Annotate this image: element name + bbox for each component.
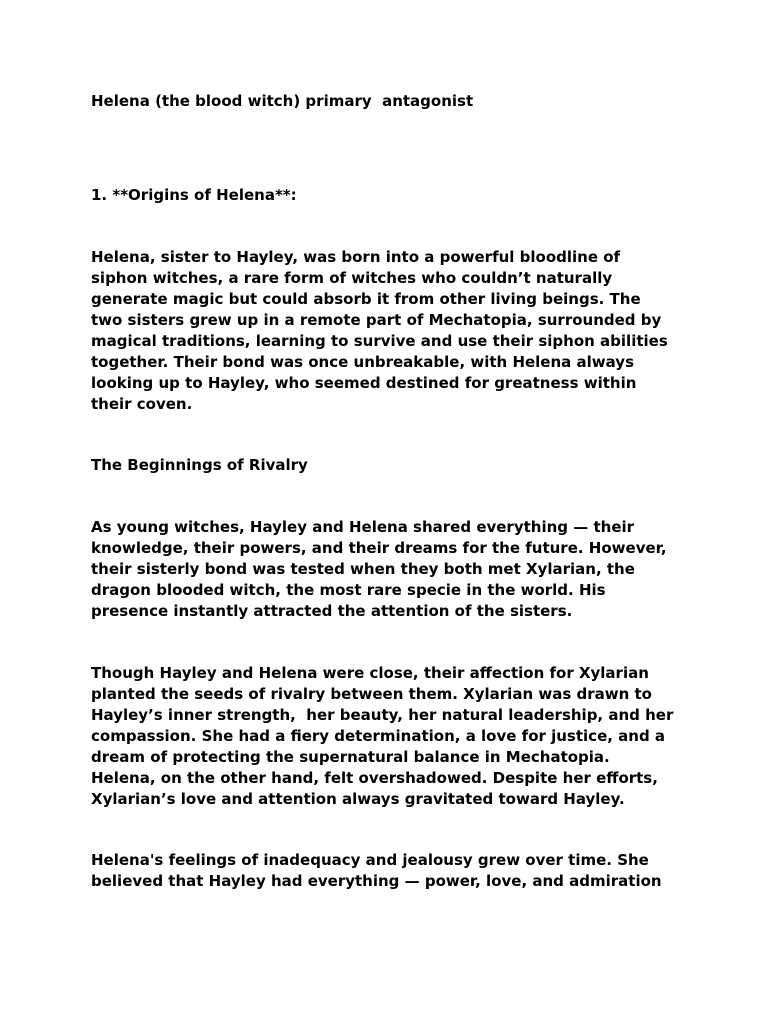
paragraph-origins	[91, 247, 668, 415]
paragraph-line: compassion. She had a fiery determination, a love for justice, and a	[91, 727, 666, 745]
paragraph-line: knowledge, their powers, and their dreams for the future. However,	[91, 539, 667, 557]
paragraph-line: Though Hayley and Helena were close, their affection for Xylarian	[91, 664, 649, 682]
section-heading: 1. **Origins of Helena**:	[91, 186, 297, 204]
paragraph-line: their coven.	[91, 395, 193, 413]
paragraph-line: presence instantly attracted the attention of the sisters.	[91, 602, 573, 620]
paragraph-line: generate magic but could absorb it from other living beings. The	[91, 290, 641, 308]
paragraph-line: Hayley’s inner strength, her beauty, her natural leadership, and her	[91, 706, 674, 724]
paragraph-line: together. Their bond was once unbreakable, with Helena always	[91, 353, 634, 371]
paragraph-line: their sisterly bond was tested when they both met Xylarian, the	[91, 560, 635, 578]
paragraph-line: looking up to Hayley, who seemed destined for greatness within	[91, 374, 637, 392]
paragraph-young-witches	[91, 517, 667, 622]
paragraph-line: dragon blooded witch, the most rare specie in the world. His	[91, 581, 606, 599]
paragraph-line: Helena, on the other hand, felt overshadowed. Despite her efforts,	[91, 769, 658, 787]
document-title: Helena (the blood witch) primary antagonist	[91, 92, 474, 110]
paragraph-line: Helena, sister to Hayley, was born into a powerful bloodline of	[91, 248, 621, 266]
paragraph-line: two sisters grew up in a remote part of Mechatopia, surrounded by	[91, 311, 662, 329]
paragraph-affection	[91, 663, 673, 810]
paragraph-line: Helena's feelings of inadequacy and jealousy grew over time. She	[91, 851, 649, 869]
paragraph-line: planted the seeds of rivalry between them. Xylarian was drawn to	[91, 685, 652, 703]
paragraph-line: Xylarian’s love and attention always gravitated toward Hayley.	[91, 790, 625, 808]
paragraph-line: siphon witches, a rare form of witches who couldn’t naturally	[91, 269, 613, 287]
paragraph-line: magical traditions, learning to survive and use their siphon abilities	[91, 332, 668, 350]
paragraph-line: dream of protecting the supernatural balance in Mechatopia.	[91, 748, 610, 766]
paragraph-jealousy	[91, 850, 662, 892]
paragraph-line: believed that Hayley had everything — power, love, and admiration	[91, 872, 662, 890]
paragraph-line: As young witches, Hayley and Helena shared everything — their	[91, 518, 635, 536]
subheading-rivalry: The Beginnings of Rivalry	[91, 456, 308, 474]
